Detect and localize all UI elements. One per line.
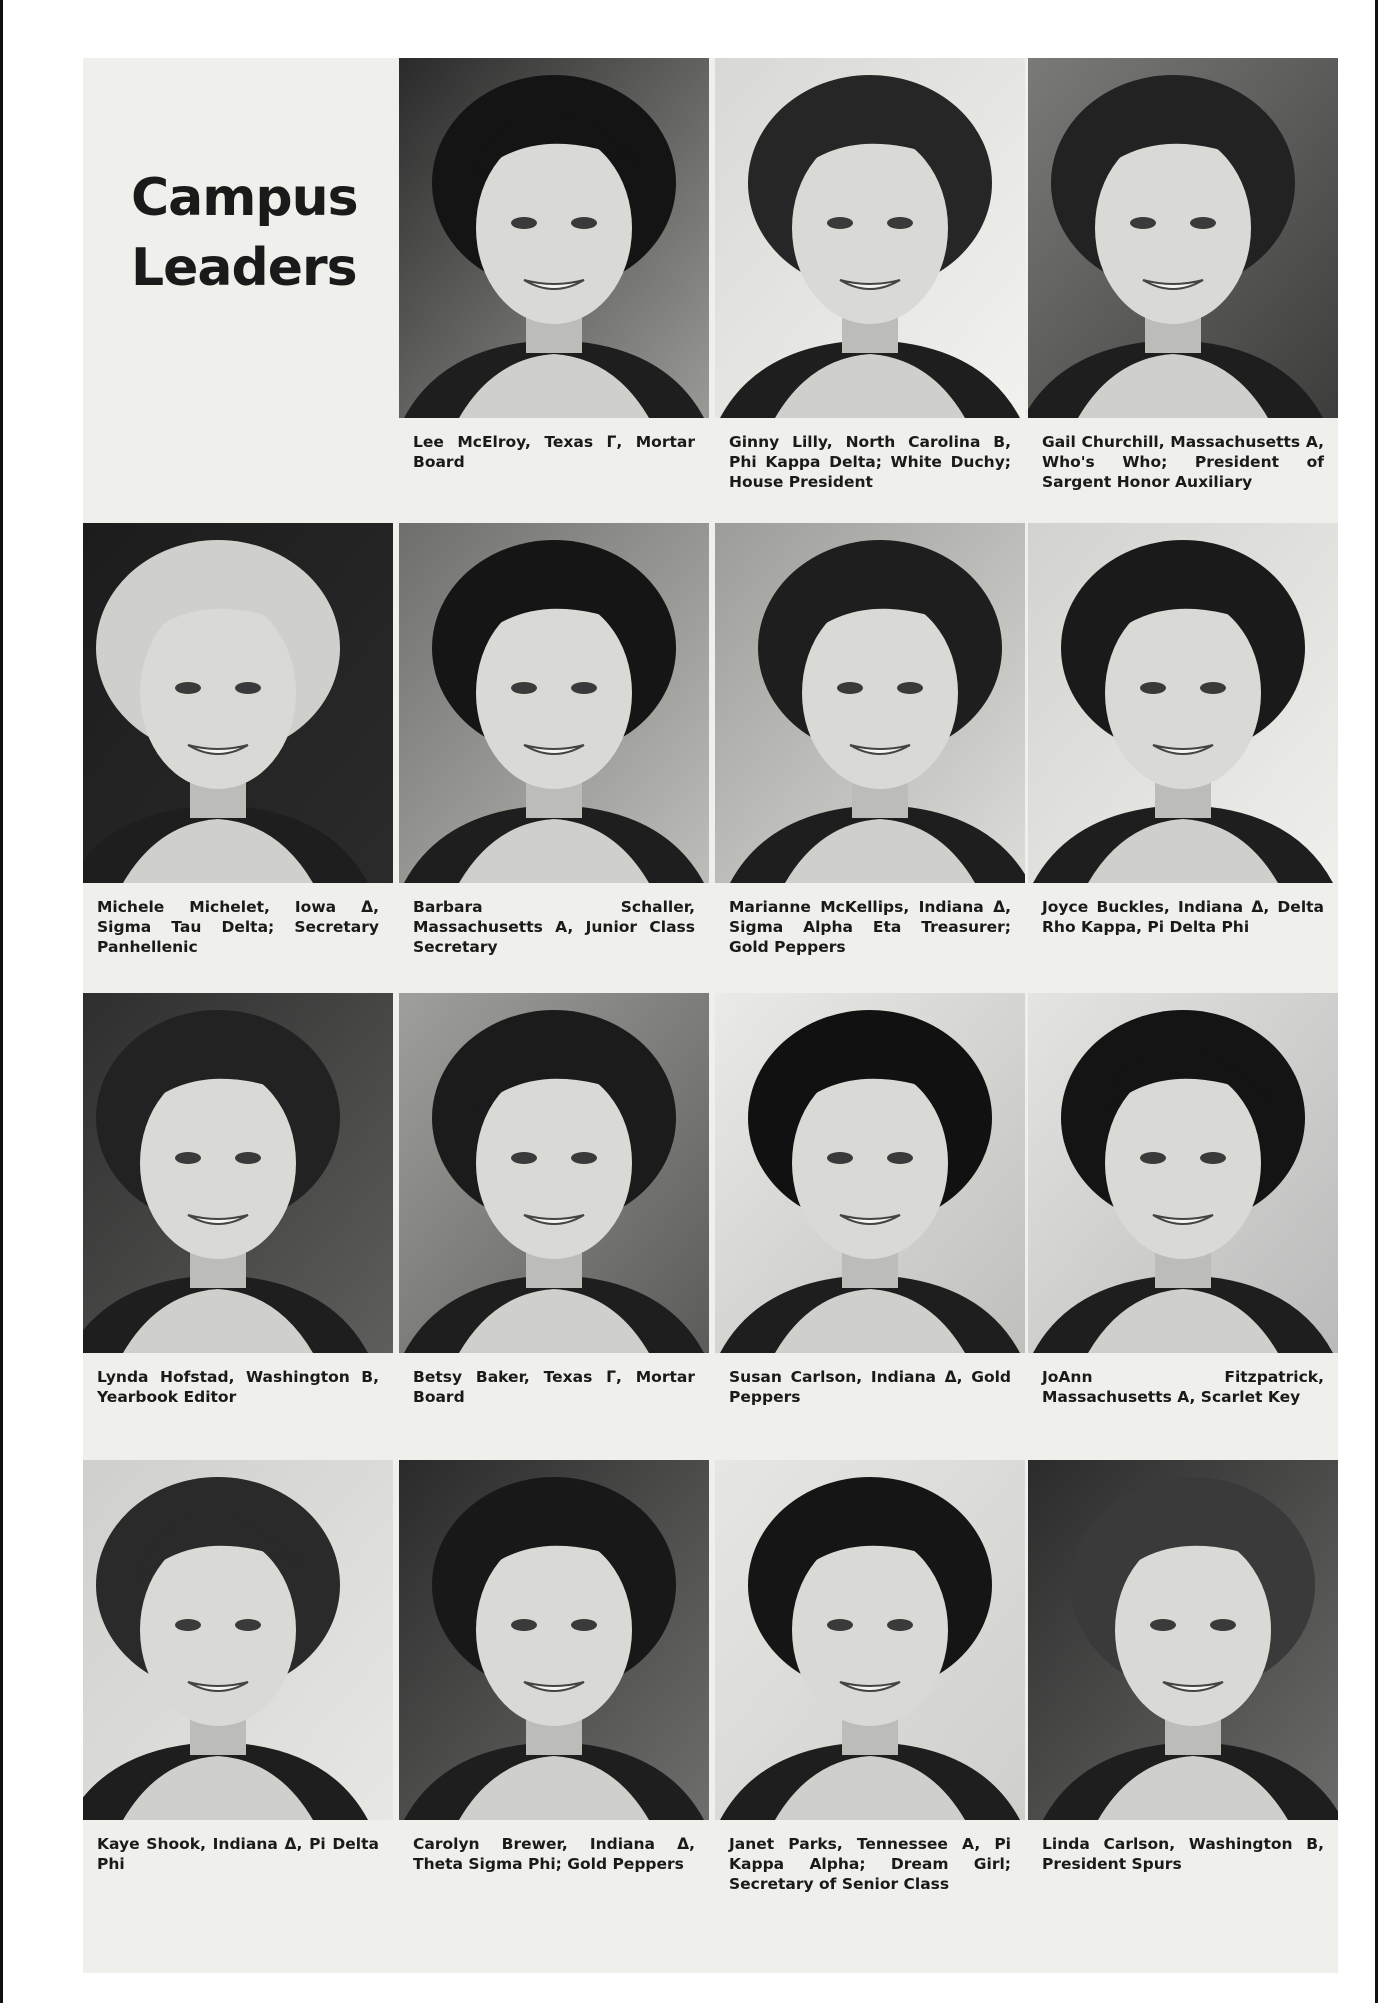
- portrait-photo: [715, 523, 1025, 883]
- page-title: [131, 163, 371, 303]
- leader-card: [83, 523, 393, 957]
- leader-card: [1028, 523, 1338, 937]
- portrait-photo: [399, 58, 709, 418]
- yearbook-page: [83, 58, 1338, 1973]
- portrait-photo: [83, 1460, 393, 1820]
- leader-caption: Lee McElroy, Texas Γ, Mortar Board: [413, 433, 695, 471]
- leader-caption: Linda Carlson, Washington B, President Spurs: [1042, 1835, 1324, 1873]
- leader-caption: Ginny Lilly, North Carolina B, Phi Kappa Delta; White Duchy; House President: [729, 433, 1011, 491]
- leader-card: [399, 58, 709, 472]
- portrait-photo: [715, 1460, 1025, 1820]
- portrait-photo: [1028, 993, 1338, 1353]
- portrait-photo: [83, 523, 393, 883]
- leader-caption: Janet Parks, Tennessee A, Pi Kappa Alpha; Dream Girl; Secretary of Senior Class: [729, 1835, 1011, 1893]
- leader-caption: Barbara Schaller, Massachusetts A, Junior Class Secretary: [413, 898, 695, 956]
- portrait-photo: [1028, 1460, 1338, 1820]
- portrait-photo: [715, 58, 1025, 418]
- leader-caption: Michele Michelet, Iowa Δ, Sigma Tau Delta; Secretary Panhellenic: [97, 898, 379, 956]
- leader-caption: Betsy Baker, Texas Γ, Mortar Board: [413, 1368, 695, 1406]
- leader-caption: Kaye Shook, Indiana Δ, Pi Delta Phi: [97, 1835, 379, 1873]
- leader-card: [83, 1460, 393, 1874]
- portrait-photo: [1028, 523, 1338, 883]
- leader-card: [399, 993, 709, 1407]
- leader-card: [715, 993, 1025, 1407]
- leader-caption: Joyce Buckles, Indiana Δ, Delta Rho Kappa, Pi Delta Phi: [1042, 898, 1324, 936]
- portrait-photo: [83, 993, 393, 1353]
- leader-card: [1028, 1460, 1338, 1874]
- portrait-photo: [399, 1460, 709, 1820]
- leader-caption: Lynda Hofstad, Washington B, Yearbook Editor: [97, 1368, 379, 1406]
- leader-caption: Gail Churchill, Massachusetts A, Who's Who; President of Sargent Honor Auxiliary: [1042, 433, 1324, 491]
- leader-card: [715, 523, 1025, 957]
- portrait-photo: [399, 523, 709, 883]
- title-line-1: Campus: [131, 168, 358, 228]
- leader-caption: JoAnn Fitzpatrick, Massachusetts A, Scarlet Key: [1042, 1368, 1324, 1406]
- leader-card: [399, 1460, 709, 1874]
- portrait-photo: [399, 993, 709, 1353]
- leader-card: [1028, 58, 1338, 492]
- portrait-photo: [1028, 58, 1338, 418]
- leader-card: [1028, 993, 1338, 1407]
- leader-card: [83, 993, 393, 1407]
- leader-card: [399, 523, 709, 957]
- leader-caption: Marianne McKellips, Indiana Δ, Sigma Alpha Eta Treasurer; Gold Peppers: [729, 898, 1011, 956]
- portrait-photo: [715, 993, 1025, 1353]
- leader-card: [715, 58, 1025, 492]
- leader-caption: Susan Carlson, Indiana Δ, Gold Peppers: [729, 1368, 1011, 1406]
- leader-caption: Carolyn Brewer, Indiana Δ, Theta Sigma Phi; Gold Peppers: [413, 1835, 695, 1873]
- title-line-2: Leaders: [131, 238, 357, 298]
- leader-card: [715, 1460, 1025, 1894]
